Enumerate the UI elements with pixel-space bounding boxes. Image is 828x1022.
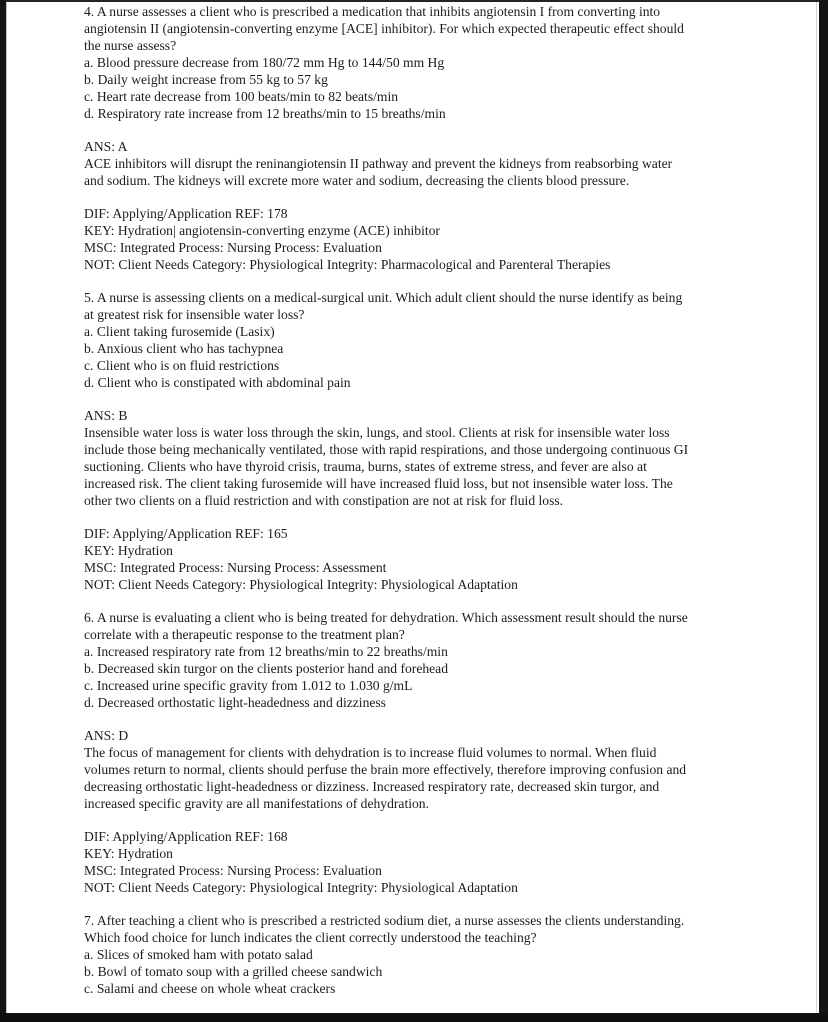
text-line: volumes return to normal, clients should perfuse the brain more effectively, therefore improving confusion and — [84, 762, 687, 777]
text-line: b. Daily weight increase from 55 kg to 57 kg — [84, 72, 328, 87]
text-line: 7. After teaching a client who is prescribed a restricted sodium diet, a nurse assesses the clients understanding. — [84, 913, 685, 928]
text-line: KEY: Hydration| angiotensin-converting enzyme (ACE) inhibitor — [84, 223, 440, 238]
page-right-border — [819, 0, 828, 1022]
text-line: c. Client who is on fluid restrictions — [84, 358, 280, 373]
text-line: ANS: B — [84, 408, 128, 423]
text-line: d. Respiratory rate increase from 12 breaths/min to 15 breaths/min — [84, 106, 446, 121]
text-line: a. Slices of smoked ham with potato salad — [84, 947, 313, 962]
text-line: MSC: Integrated Process: Nursing Process: Evaluation — [84, 240, 382, 255]
page-left-edge-line — [6, 0, 7, 1022]
text-line: DIF: Applying/Application REF: 165 — [84, 526, 288, 541]
page-top-border — [0, 0, 828, 2]
page-bottom-border — [0, 1013, 828, 1022]
text-line: DIF: Applying/Application REF: 178 — [84, 206, 288, 221]
text-line: include those being mechanically ventilated, those with rapid respirations, and those undergoing continuous GI — [84, 442, 689, 457]
text-line: d. Decreased orthostatic light-headedness and dizziness — [84, 695, 386, 710]
text-line: The focus of management for clients with dehydration is to increase fluid volumes to normal. When fluid — [84, 745, 657, 760]
question-4 — [84, 3, 764, 122]
text-line: c. Increased urine specific gravity from 1.012 to 1.030 g/mL — [84, 678, 413, 693]
meta-4 — [84, 205, 764, 273]
text-line: NOT: Client Needs Category: Physiological Integrity: Physiological Adaptation — [84, 577, 518, 592]
text-line: MSC: Integrated Process: Nursing Process: Evaluation — [84, 863, 382, 878]
text-line: NOT: Client Needs Category: Physiological Integrity: Physiological Adaptation — [84, 880, 518, 895]
text-line: d. Client who is constipated with abdominal pain — [84, 375, 351, 390]
text-line: decreasing orthostatic light-headedness or dizziness. Increased respiratory rate, decreased skin turgor, and — [84, 779, 660, 794]
page-left-border — [0, 0, 6, 1022]
text-line: Insensible water loss is water loss through the skin, lungs, and stool. Clients at risk for insensible water loss — [84, 425, 670, 440]
text-line: ANS: A — [84, 139, 128, 154]
text-line: a. Blood pressure decrease from 180/72 mm Hg to 144/50 mm Hg — [84, 55, 445, 70]
text-line: NOT: Client Needs Category: Physiological Integrity: Pharmacological and Parenteral Therapies — [84, 257, 611, 272]
text-line: b. Bowl of tomato soup with a grilled cheese sandwich — [84, 964, 383, 979]
text-line: 5. A nurse is assessing clients on a medical-surgical unit. Which adult client should the nurse identify as being — [84, 290, 683, 305]
page-right-edge-line — [816, 0, 817, 1022]
text-line: c. Salami and cheese on whole wheat crackers — [84, 981, 336, 996]
question-5 — [84, 289, 764, 391]
document-content — [84, 3, 764, 997]
text-line: MSC: Integrated Process: Nursing Process: Assessment — [84, 560, 387, 575]
text-line: a. Client taking furosemide (Lasix) — [84, 324, 275, 339]
question-7 — [84, 912, 764, 997]
question-6 — [84, 609, 764, 711]
answer-6 — [84, 727, 764, 812]
text-line: at greatest risk for insensible water loss? — [84, 307, 305, 322]
text-line: increased specific gravity are all manifestations of dehydration. — [84, 796, 429, 811]
meta-6 — [84, 828, 764, 896]
text-line: KEY: Hydration — [84, 543, 173, 558]
answer-4 — [84, 138, 764, 189]
text-line: a. Increased respiratory rate from 12 breaths/min to 22 breaths/min — [84, 644, 448, 659]
text-line: increased risk. The client taking furosemide will have increased fluid loss, but not insensible water loss. The — [84, 476, 673, 491]
text-line: ANS: D — [84, 728, 129, 743]
text-line: 4. A nurse assesses a client who is prescribed a medication that inhibits angiotensin I from converting into — [84, 4, 661, 19]
text-line: correlate with a therapeutic response to the treatment plan? — [84, 627, 405, 642]
text-line: b. Decreased skin turgor on the clients posterior hand and forehead — [84, 661, 449, 676]
text-line: angiotensin II (angiotensin-converting enzyme [ACE] inhibitor). For which expected therapeutic effect should — [84, 21, 684, 36]
text-line: DIF: Applying/Application REF: 168 — [84, 829, 288, 844]
text-line: the nurse assess? — [84, 38, 177, 53]
text-line: suctioning. Clients who have thyroid crisis, trauma, burns, states of extreme stress, and fever are also at — [84, 459, 647, 474]
text-line: and sodium. The kidneys will excrete more water and sodium, decreasing the clients blood pressure. — [84, 173, 630, 188]
text-line: c. Heart rate decrease from 100 beats/min to 82 beats/min — [84, 89, 399, 104]
answer-5 — [84, 407, 764, 509]
text-line: 6. A nurse is evaluating a client who is being treated for dehydration. Which assessment result should the nurse — [84, 610, 688, 625]
text-line: b. Anxious client who has tachypnea — [84, 341, 284, 356]
text-line: other two clients on a fluid restriction and with constipation are not at risk for fluid loss. — [84, 493, 564, 508]
meta-5 — [84, 525, 764, 593]
text-line: KEY: Hydration — [84, 846, 173, 861]
text-line: Which food choice for lunch indicates the client correctly understood the teaching? — [84, 930, 537, 945]
text-line: ACE inhibitors will disrupt the reninangiotensin II pathway and prevent the kidneys from reabsorbing water — [84, 156, 673, 171]
